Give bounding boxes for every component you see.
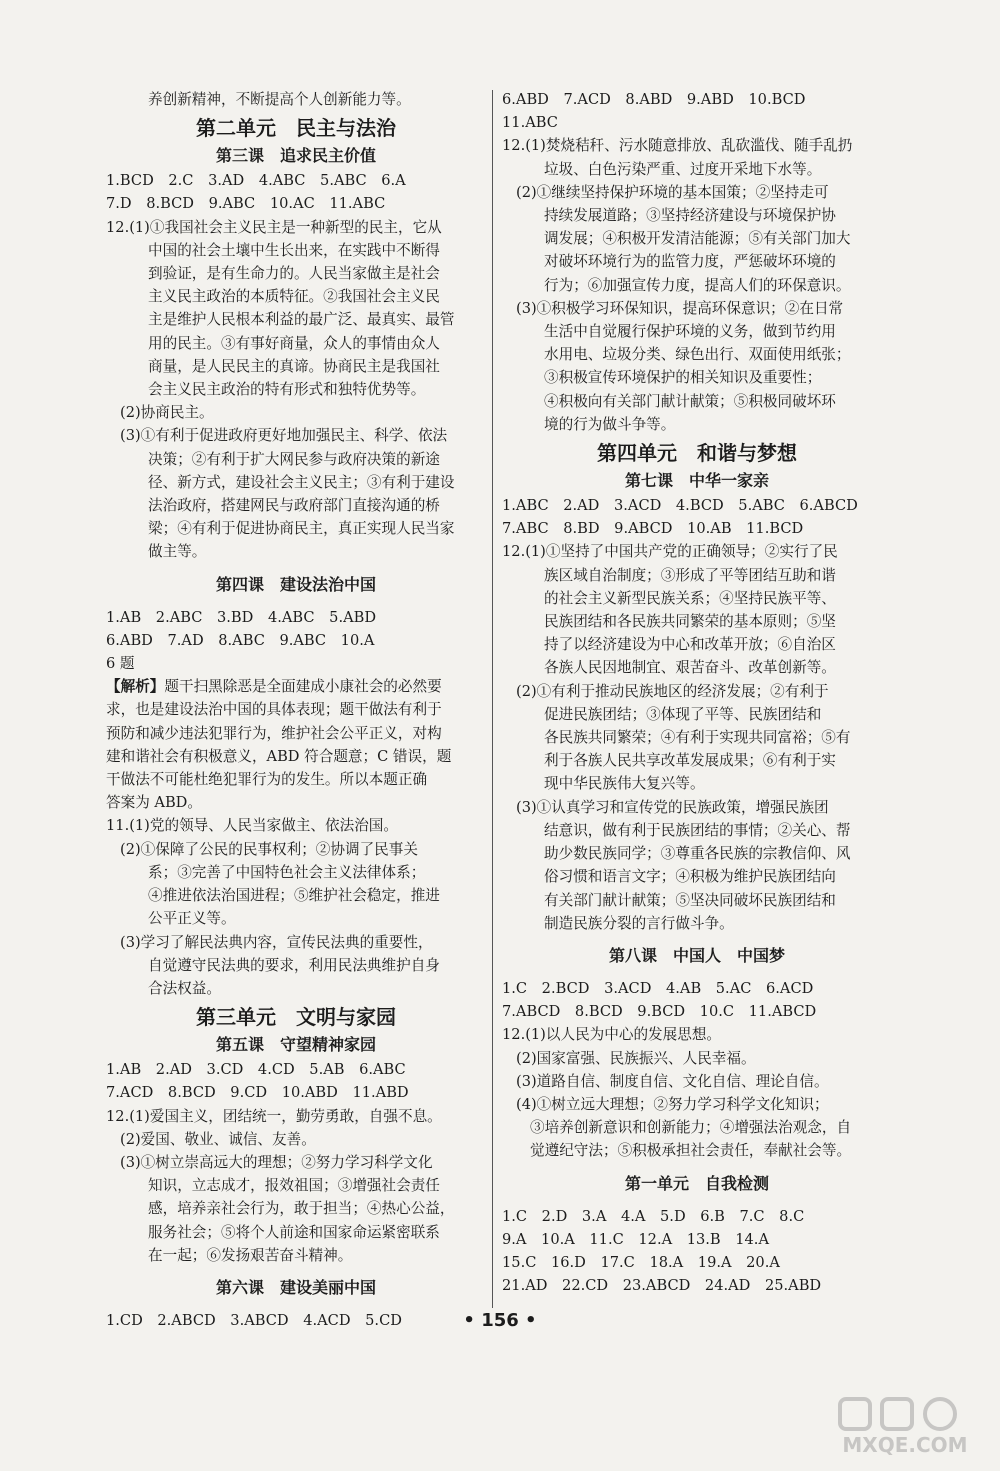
text-line: 用的民主。③有事好商量，众人的事情由众人: [148, 334, 440, 352]
answer-line: 1.ABC 2.AD 3.ACD 4.BCD 5.ABC 6.ABCD: [502, 497, 858, 515]
answer-line: 1.BCD 2.C 3.AD 4.ABC 5.ABC 6.A: [106, 172, 406, 190]
answer-line: 7.D 8.BCD 9.ABC 10.AC 11.ABC: [106, 195, 386, 213]
text-line: 系；③完善了中国特色社会主义法律体系；: [148, 863, 426, 881]
text-line: 在一起；⑥发扬艰苦奋斗精神。: [148, 1246, 353, 1264]
text-line: 制造民族分裂的言行做斗争。: [544, 914, 734, 932]
text-line: 求，也是建设法治中国的具体表现；题干做法有利于: [106, 701, 442, 719]
text-line: (3)道路自信、制度自信、文化自信、理论自信。: [516, 1072, 829, 1090]
text-line: (2)爱国、敬业、诚信、友善。: [120, 1130, 316, 1148]
text-line: 12.(1)①我国社会主义民主是一种新型的民主，它从: [106, 218, 442, 236]
text-line: 预防和减少违法犯罪行为，维护社会公平正义，对构: [106, 724, 442, 742]
text-line: (2)①继续坚持保护环境的基本国策；②坚持走可: [516, 183, 829, 201]
unit-title: 第二单元 民主与法治: [196, 116, 396, 141]
text-line: 法治政府，搭建网民与政府部门直接沟通的桥: [148, 497, 440, 515]
text-line: 会主义民主政治的特有形式和独特优势等。: [148, 381, 426, 399]
text-line: 6 题: [106, 655, 135, 673]
right-column: [502, 88, 892, 1297]
analysis-tag: 【解析】: [106, 678, 165, 696]
answer-line: 1.CD 2.ABCD 3.ABCD 4.ACD 5.CD: [106, 1311, 402, 1329]
text-line: 现中华民族伟大复兴等。: [544, 775, 705, 793]
text-line: (3)①树立崇高远大的理想；②努力学习科学文化: [120, 1153, 433, 1171]
lesson-title: 第八课 中国人 中国梦: [608, 945, 785, 965]
text-line: 决策；②有利于扩大网民参与政府决策的新途: [148, 450, 440, 468]
text-line: 服务社会；⑤将个人前途和国家命运紧密联系: [148, 1223, 440, 1241]
watermark-text: MXQE.COM: [842, 1433, 968, 1457]
analysis-text: 题干扫黑除恶是全面建成小康社会的必然要: [164, 678, 442, 696]
answer-line: 7.ACD 8.BCD 9.CD 10.ABD 11.ABD: [106, 1084, 409, 1102]
text-line: (3)①积极学习环保知识，提高环保意识；②在日常: [516, 299, 844, 317]
watermark-logo: [820, 1395, 990, 1465]
answer-line: 7.ABCD 8.BCD 9.BCD 10.C 11.ABCD: [502, 1003, 817, 1021]
text-line: 12.(1)爱国主义，团结统一，勤劳勇敢，自强不息。: [106, 1107, 442, 1125]
test-title: 第一单元 自我检测: [624, 1173, 769, 1193]
text-line: 行为；⑥加强宣传力度，提高人们的环保意识。: [544, 276, 851, 294]
unit-title: 第四单元 和谐与梦想: [597, 441, 797, 466]
lesson-title: 第五课 守望精神家园: [215, 1035, 376, 1055]
page-number-bullet-left: •: [463, 1310, 482, 1331]
text-line: 持了以经济建设为中心和改革开放；⑥自治区: [544, 636, 836, 654]
answer-line: 1.C 2.BCD 3.ACD 4.AB 5.AC 6.ACD: [502, 979, 814, 997]
text-line: (3)①认真学习和宣传党的民族政策，增强民族团: [516, 798, 829, 816]
page-number-value: 156: [481, 1310, 519, 1331]
text-line: 的社会主义新型民族关系；④坚持民族平等、: [544, 589, 836, 607]
text-line: 建和谐社会有积极意义，ABD 符合题意；C 错误，题: [106, 747, 452, 765]
text-line: ③培养创新意识和创新能力；④增强法治观念，自: [530, 1119, 852, 1137]
text-line: (2)①有利于推动民族地区的经济发展；②有利于: [516, 682, 829, 700]
lesson-title: 第七课 中华一家亲: [624, 471, 769, 491]
text-line: 主义民主政治的本质特征。②我国社会主义民: [148, 288, 440, 306]
lesson-title: 第六课 建设美丽中国: [215, 1277, 376, 1297]
text-line: ④推进依法治国进程；⑤维护社会稳定，推进: [148, 887, 440, 905]
answer-line: 6.ABD 7.ACD 8.ABD 9.ABD 10.BCD: [502, 91, 806, 108]
text-line: 感，培养亲社会行为，敢于担当；④热心公益，: [148, 1200, 455, 1218]
text-line: 径、新方式，建设社会主义民主；③有利于建设: [148, 473, 455, 491]
analysis-line: [106, 675, 486, 698]
text-line: 民族团结和各民族共同繁荣的基本原则；⑤坚: [544, 613, 836, 631]
answer-line: 1.C 2.D 3.A 4.A 5.D 6.B 7.C 8.C: [502, 1207, 805, 1225]
text-line: 各族人民因地制宜、艰苦奋斗、改革创新等。: [544, 659, 836, 677]
lesson-title: 第四课 建设法治中国: [215, 574, 376, 594]
text-line: 生活中自觉履行保护环境的义务，做到节约用: [544, 323, 836, 341]
text-line: ④积极向有关部门献计献策；⑤积极同破坏环: [544, 392, 836, 410]
text-line: 商量，是人民民主的真谛。协商民主是我国社: [148, 357, 440, 375]
text-line: 持续发展道路；③坚持经济建设与环境保护协: [544, 207, 836, 225]
text-line: 12.(1)以人民为中心的发展思想。: [502, 1026, 722, 1044]
text-line: 调发展；④积极开发清洁能源；⑤有关部门加大: [544, 230, 851, 248]
answer-line: 9.A 10.A 11.C 12.A 13.B 14.A: [502, 1230, 769, 1248]
text-line: 中国的社会土壤中生长出来，在实践中不断得: [148, 241, 440, 259]
text-line: 助少数民族同学；③尊重各民族的宗教信仰、风: [544, 845, 851, 863]
text-line: 有关部门献计献策；⑤坚决同破坏民族团结和: [544, 891, 836, 909]
text-line: 境的行为做斗争等。: [544, 415, 676, 433]
answer-line: 6.ABD 7.AD 8.ABC 9.ABC 10.A: [106, 631, 375, 649]
page-number-bullet-right: •: [518, 1310, 537, 1331]
answer-line: 1.AB 2.AD 3.CD 4.CD 5.AB 6.ABC: [106, 1061, 406, 1079]
answer-line: 15.C 16.D 17.C 18.A 19.A 20.A: [502, 1253, 780, 1271]
text-line: 对破坏环境行为的监管力度，严惩破坏环境的: [544, 253, 836, 271]
text-line: (3)学习了解民法典内容，宣传民法典的重要性，: [120, 933, 433, 951]
page-number: [0, 1310, 1000, 1331]
text-line: 养创新精神，不断提高个人创新能力等。: [148, 91, 411, 108]
text-line: 做主等。: [148, 543, 207, 561]
watermark-mark-icon: [820, 1395, 990, 1435]
text-line: 水用电、垃圾分类、绿色出行、双面使用纸张；: [544, 346, 851, 364]
text-line: 11.(1)党的领导、人民当家做主、依法治国。: [106, 817, 398, 835]
column-divider: [492, 90, 493, 1308]
text-line: 合法权益。: [148, 979, 221, 997]
text-line: 到验证，是有生命力的。人民当家做主是社会: [148, 265, 440, 283]
answer-line: 11.ABC: [502, 114, 558, 132]
text-line: 公平正义等。: [148, 910, 236, 928]
text-line: 觉遵纪守法；⑤积极承担社会责任，奉献社会等。: [530, 1142, 852, 1160]
text-line: ③积极宣传环境保护的相关知识及重要性；: [544, 369, 822, 387]
text-line: 主是维护人民根本利益的最广泛、最真实、最管: [148, 311, 455, 329]
text-line: 自觉遵守民法典的要求，利用民法典维护自身: [148, 956, 440, 974]
text-line: (2)①保障了公民的民事权利；②协调了民事关: [120, 840, 418, 858]
text-line: 促进民族团结；③体现了平等、民族团结和: [544, 705, 822, 723]
text-line: 答案为 ABD。: [106, 794, 202, 812]
unit-title: 第三单元 文明与家园: [196, 1005, 396, 1030]
text-line: 干做法不可能杜绝犯罪行为的发生。所以本题正确: [106, 771, 428, 789]
answer-line: 1.AB 2.ABC 3.BD 4.ABC 5.ABD: [106, 608, 377, 626]
text-line: 12.(1)焚烧秸秆、污水随意排放、乱砍滥伐、随手乱扔: [502, 137, 853, 155]
left-column: [106, 88, 486, 1332]
text-line: 俗习惯和语言文字；④积极为维护民族团结向: [544, 868, 836, 886]
text-line: 结意识，做有利于民族团结的事情；②关心、帮: [544, 821, 851, 839]
text-line: (2)国家富强、民族振兴、人民幸福。: [516, 1049, 756, 1067]
text-line: 梁；④有利于促进协商民主，真正实现人民当家: [148, 520, 455, 538]
text-line: 族区域自治制度；③形成了平等团结互助和谐: [544, 566, 836, 584]
text-line: 利于各族人民共享改革发展成果；⑥有利于实: [544, 752, 836, 770]
text-line: (4)①树立远大理想；②努力学习科学文化知识；: [516, 1095, 829, 1113]
text-line: (2)协商民主。: [120, 404, 214, 422]
text-line: 各民族共同繁荣；④有利于实现共同富裕；⑤有: [544, 729, 851, 747]
lesson-title: 第三课 追求民主价值: [215, 146, 376, 166]
answer-line: 7.ABC 8.BD 9.ABCD 10.AB 11.BCD: [502, 520, 804, 538]
text-line: 知识，立志成才，报效祖国；③增强社会责任: [148, 1177, 440, 1195]
answer-line: 21.AD 22.CD 23.ABCD 24.AD 25.ABD: [502, 1277, 822, 1295]
text-line: (3)①有利于促进政府更好地加强民主、科学、依法: [120, 427, 448, 445]
text-line: 12.(1)①坚持了中国共产党的正确领导；②实行了民: [502, 543, 838, 561]
text-line: 垃圾、白色污染严重、过度开采地下水等。: [544, 160, 822, 178]
